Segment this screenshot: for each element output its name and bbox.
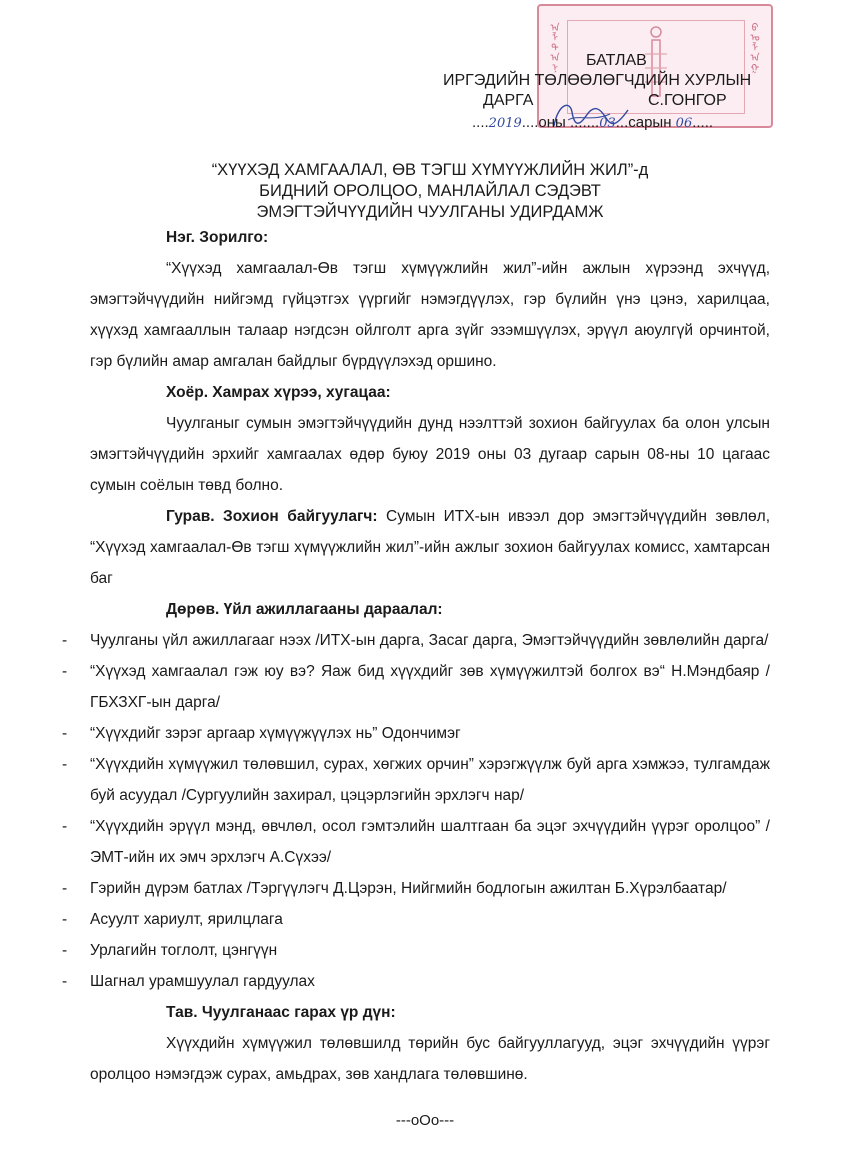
list-item xyxy=(62,625,770,656)
section-heading-goal: Нэг. Зорилго: xyxy=(166,229,269,246)
title-line: БИДНИЙ ОРОЛЦОО, МАНЛАЙЛАЛ СЭДЭВТ xyxy=(259,182,601,200)
section-heading-scope: Хоёр. Хамрах хүрээ, хугацаа: xyxy=(166,384,391,401)
section-text-organizer: Сумын ИТХ-ын ивээл дор эмэгтэйчүүдийн зөвлөл, “Хүүхэд хамгаалал-Өв тэгш хүмүүжлийн жил”-ийн ажлыг зохион байгуулах комисс, хамтарсан баг xyxy=(90,508,771,587)
date-year: 2019 xyxy=(488,116,522,131)
list-bullet: - xyxy=(62,663,68,680)
list-item-text: Шагнал урамшуулал гардуулах xyxy=(90,973,315,990)
approval-council: ИРГЭДИЙН ТӨЛӨӨЛӨГЧДИЙН ХУРЛЫН xyxy=(443,72,752,89)
list-bullet: - xyxy=(62,880,68,897)
list-item xyxy=(62,749,770,811)
agenda-list xyxy=(62,625,770,997)
list-item-text: Урлагийн тоглолт, цэнгүүн xyxy=(90,942,278,959)
list-item xyxy=(62,935,770,966)
date-month-dots: ....... xyxy=(570,114,600,131)
list-item xyxy=(62,966,770,997)
document-body xyxy=(62,222,771,1090)
list-bullet: - xyxy=(62,756,68,773)
date-year-suffix: ....оны xyxy=(521,114,571,131)
approval-date xyxy=(472,114,713,131)
section-text-scope: Чуулганыг сумын эмэгтэйчүүдийн дунд нээлттэй зохион байгуулах ба олон улсын эмэгтэйчүүдийн эрхийг хамгаалах өдөр буюу 2019 оны 03 дугаар сарын 08-ны 10 цагаас сумын соёлын төвд болно. xyxy=(90,415,770,494)
end-mark: ---oOo--- xyxy=(395,1112,455,1129)
section-heading-outcome: Тав. Чуулганаас гарах үр дүн: xyxy=(166,1004,396,1021)
approval-name: С.ГОНГОР xyxy=(648,92,727,109)
list-bullet: - xyxy=(62,632,68,649)
list-item xyxy=(62,873,770,904)
list-item-text: “Хүүхдийн эрүүл мэнд, өвчлөл, осол гэмтэлийн шалтгаан ба эцэг эхчүүдийн үүрэг оролцоо” /ЭМТ-ийн их эмч эрхлэгч А.Сүхээ/ xyxy=(90,818,770,866)
list-bullet: - xyxy=(62,911,68,928)
title-line: ЭМЭГТЭЙЧҮҮДИЙН ЧУУЛГАНЫ УДИРДАМЖ xyxy=(256,203,604,221)
list-item xyxy=(62,718,770,749)
list-bullet: - xyxy=(62,725,68,742)
list-item-text: Гэрийн дүрэм батлах /Тэргүүлэгч Д.Цэрэн, Нийгмийн бодлогын ажилтан Б.Хүрэлбаатар/ xyxy=(90,880,727,897)
section-heading-organizer: Гурав. Зохион байгуулагч: xyxy=(166,508,378,525)
list-bullet: - xyxy=(62,973,68,990)
list-item xyxy=(62,904,770,935)
date-month-suffix: ...сарын xyxy=(615,114,676,131)
list-item-text: “Хүүхдийн хүмүүжил төлөвшил, сурах, хөгжих орчин” хэрэгжүүлж буй арга хэмжээ, тулгамдаж буй асуудал /Сургуулийн захирал, цэцэрлэгийн эрхлэгч нар/ xyxy=(90,756,770,804)
list-item-text: Чуулганы үйл ажиллагааг нээх /ИТХ-ын дарга, Засаг дарга, Эмэгтэйчүүдийн зөвлөлийн дарга/ xyxy=(90,632,769,649)
date-month: 03 xyxy=(599,116,616,131)
list-item xyxy=(62,811,770,873)
list-item-text: “Хүүхэд хамгаалал гэж юу вэ? Яаж бид хүүхдийг зөв хүмүүжилтэй болгох вэ“ Н.Мэндбаяр /ГБХЗХГ-ын дарга/ xyxy=(90,663,770,711)
section-organizer xyxy=(90,501,770,594)
seal-script-left: ᠠ ᠯ ᠲ ᠠ ᠨ xyxy=(550,23,560,74)
seal-script-right: ᠪ ᠤ ᠯ ᠠ ᠭ xyxy=(750,23,760,74)
list-item xyxy=(62,656,770,718)
section-text-goal: “Хүүхэд хамгаалал-Өв тэгш хүмүүжлийн жил”-ийн ажлын хүрээнд эхчүүд, эмэгтэйчүүдийн нийгэмд гүйцэтгэх үүргийг нэмэгдүүлэх, гэр бүлийн үнэ цэнэ, харилцаа, хүүхэд хамгааллын талаар нэгдсэн ойлголт арга зүйг эзэмшүүлэх, эрүүл аюулгүй орчинтой, гэр бүлийн амар амгалан байдлыг бүрдүүлэхэд оршино. xyxy=(90,260,770,370)
approval-title: БАТЛАВ xyxy=(586,52,647,69)
list-bullet: - xyxy=(62,818,68,835)
date-prefix: .... xyxy=(472,114,489,131)
list-item-text: Асуулт хариулт, ярилцлага xyxy=(90,911,283,928)
section-heading-agenda: Дөрөв. Үйл ажиллагааны дараалал: xyxy=(166,601,443,618)
approval-position: ДАРГА xyxy=(483,92,534,109)
date-day-suffix: ..... xyxy=(692,114,714,131)
date-day: 06 xyxy=(675,116,693,131)
list-bullet: - xyxy=(62,942,68,959)
title-line: “ХҮҮХЭД ХАМГААЛАЛ, ӨВ ТЭГШ ХҮМҮҮЖЛИЙН ЖИЛ”-д xyxy=(211,161,649,179)
list-item-text: “Хүүхдийг зэрэг аргаар хүмүүжүүлэх нь” Одончимэг xyxy=(90,725,461,742)
section-text-outcome: Хүүхдийн хүмүүжил төлөвшилд төрийн бус байгууллагууд, эцэг эхчүүдийн үүрэг оролцоо нэмэгдэж сурах, амьдрах, зөв хандлага төлөвшинө. xyxy=(90,1035,770,1083)
document-title xyxy=(150,160,710,223)
